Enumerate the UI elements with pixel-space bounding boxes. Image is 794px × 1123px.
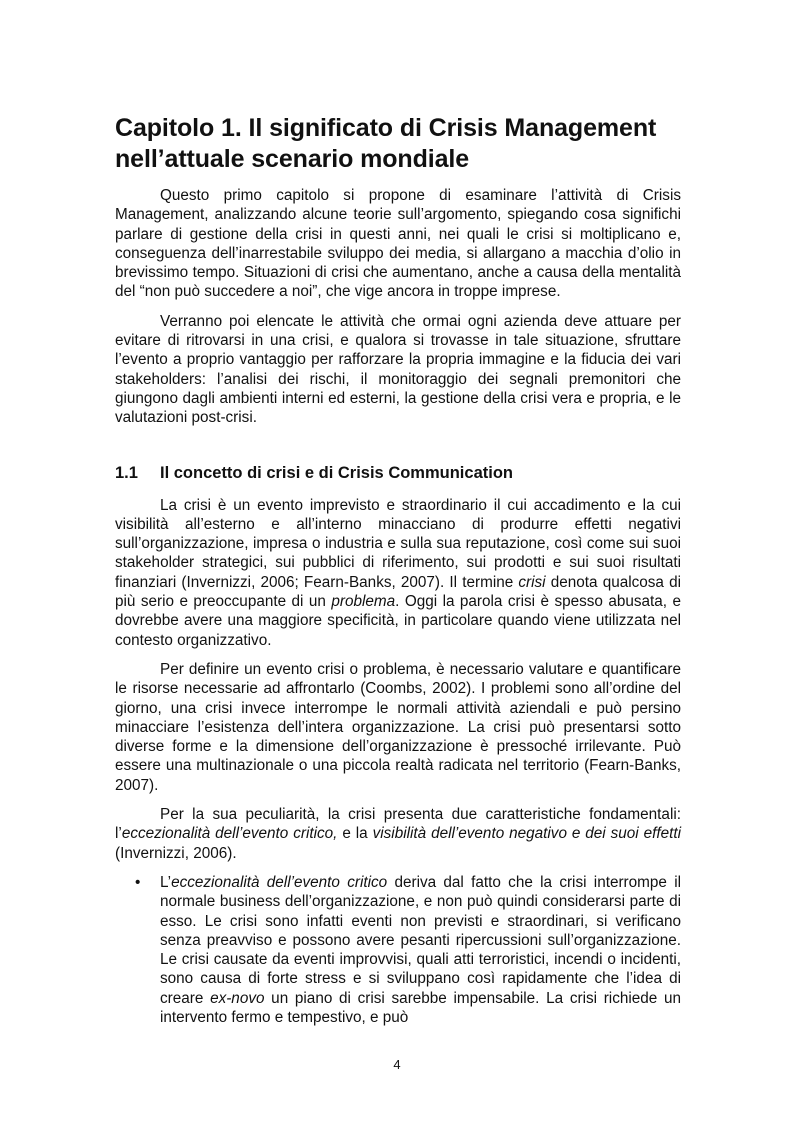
section-paragraph-3: [115, 805, 681, 863]
chapter-title: Capitolo 1. Il significato di Crisis Management nell’attuale scenario mondiale: [115, 114, 657, 173]
text-run: La crisi è un evento imprevisto e straordinario il cui accadimento e la cui visibilità all’esterno e all’interno minacciano di produrre effetti negativi sull’organizzazione, impresa o industria e sulla sua reputazione, così come sui suoi stakeholder strategici, sui pubblici di riferimento, sui prodotti e sui suoi risultati finanziari (Invernizzi, 2006; Fearn-Banks, 2007). Il termine: [115, 496, 681, 591]
section-paragraph-1: [115, 496, 681, 650]
italic-run: eccezionalità dell’evento critico: [171, 873, 388, 891]
text-run: . Oggi la parola crisi è spesso abusata, e dovrebbe avere una maggiore specificità, in particolare quando viene utilizzata nel contesto organizzativo.: [115, 593, 681, 649]
text-run: Per la sua peculiarità, la crisi presenta due caratteristiche fondamentali: l’: [115, 806, 681, 843]
section-number: 1.1: [115, 463, 138, 482]
italic-run: problema: [331, 593, 396, 611]
page-number: 4: [393, 1057, 401, 1072]
section-heading: [115, 463, 681, 483]
intro-paragraph-1: Questo primo capitolo si propone di esaminare l’attività di Crisis Management, analizzando alcune teorie sull’argomento, spiegando cosa significhi parlare di gestione della crisi in questi anni, nei quali le crisi si moltiplicano e, conseguenza dell’inarrestabile sviluppo dei media, si allargano a macchia d’olio in brevissimo tempo. Situazioni di crisi che aumentano, anche a causa della mentalità del “non può succedere a noi”, che vige ancora in troppe imprese.: [115, 187, 681, 301]
section-title: Il concetto di crisi e di Crisis Communication: [160, 463, 513, 482]
list-item: [115, 873, 681, 1027]
text-run: deriva dal fatto che la crisi interrompe il normale business dell’organizzazione, e non può quindi considerarsi parte di esso. Le crisi sono infatti eventi non previsti e straordinari, si verificano senza preavviso e possono avere pesanti ripercussioni sull’organizzazione. Le crisi causate da eventi improvvisi, quali atti terroristici, incendi o incidenti, sono causa di forte stress e si sviluppano così rapidamente che l’idea di creare: [160, 873, 681, 1007]
bullet-icon: •: [135, 873, 141, 891]
page-body: [115, 113, 681, 1027]
intro-paragraph-2: Verranno poi elencate le attività che ormai ogni azienda deve attuare per evitare di ritrovarsi in una crisi, e qualora si trovasse in tale situazione, sfruttare l’evento a proprio vantaggio per rafforzare la propria immagine e la fiducia dei vari stakeholders: l’analisi dei rischi, il monitoraggio dei segnali premonitori che giungono dagli ambienti interni ed esterni, la gestione della crisi vera e propria, e le valutazioni post-crisi.: [115, 312, 681, 427]
italic-run: visibilità dell’evento negativo e dei suoi effetti: [372, 825, 682, 843]
text-run: e la: [337, 825, 373, 843]
text-run: denota qualcosa di più serio e preoccupante di un: [115, 573, 681, 611]
italic-run: eccezionalità dell’evento critico,: [121, 825, 338, 843]
text-run: L’: [160, 873, 172, 891]
italic-run: ex-novo: [210, 989, 265, 1007]
bullet-list: [115, 873, 681, 1027]
text-run: (Invernizzi, 2006).: [115, 844, 237, 862]
italic-run: crisi: [518, 573, 546, 591]
section-paragraph-2: Per definire un evento crisi o problema, è necessario valutare e quantificare le risorse necessarie ad affrontarlo (Coombs, 2002). I problemi sono all’ordine del giorno, una crisi invece interrompe le normali attività aziendali e può persino minacciare l’esistenza dell’intera organizzazione. La crisi può presentarsi sotto diverse forme e la dimensione dell’organizzazione è pressoché irrilevante. Può essere una multinazionale o una piccola realtà radicata nel territorio (Fearn-Banks, 2007).: [115, 660, 681, 794]
text-run: un piano di crisi sarebbe impensabile. La crisi richiede un intervento fermo e tempestivo, e può: [160, 989, 681, 1026]
